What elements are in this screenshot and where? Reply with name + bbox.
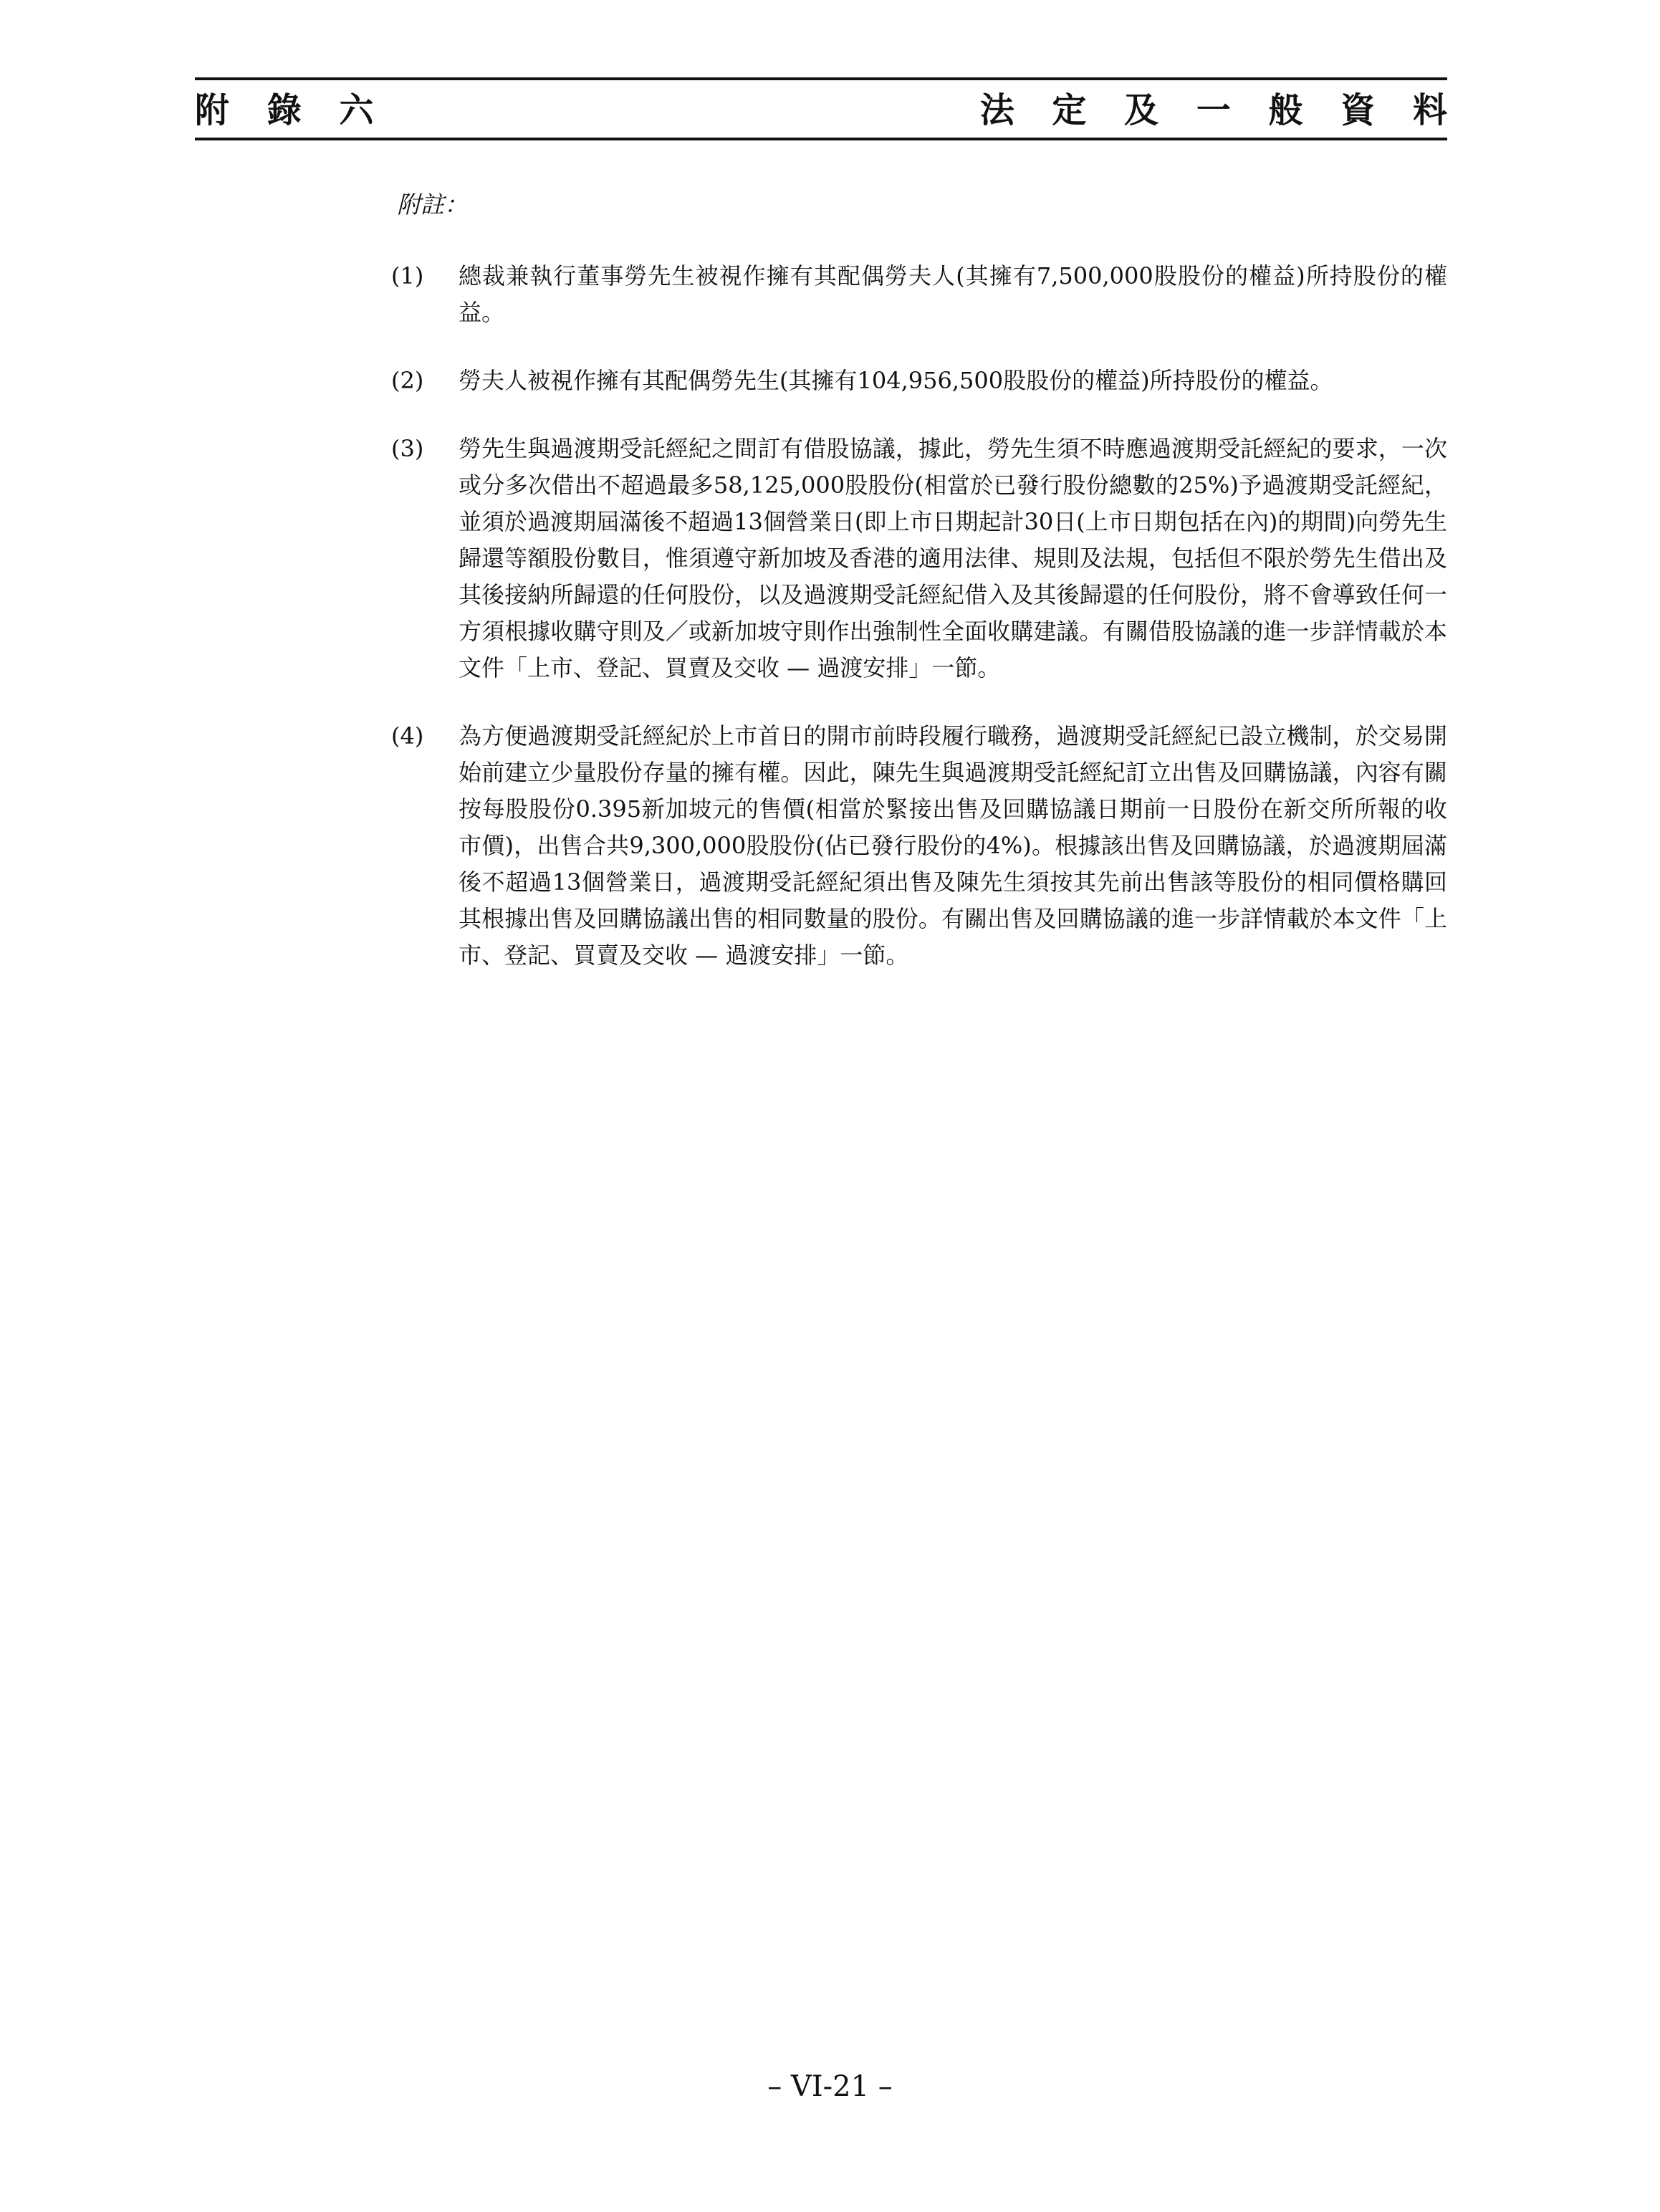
page-header: [195, 77, 1460, 140]
note-item: [391, 718, 1447, 974]
note-text: 勞先生與過渡期受託經紀之間訂有借股協議，據此，勞先生須不時應過渡期受託經紀的要求，一次或分多次借出不超過最多58,125,000股股份(相當於已發行股份總數的25%)予過渡期受託經紀，並須於過渡期屆滿後不超過13個營業日(即上市日期起計30日(上市日期包括在內)的期間)向勞先生歸還等額股份數目，惟須遵守新加坡及香港的適用法律、規則及法規，包括但不限於勞先生借出及其後接納所歸還的任何股份，以及過渡期受託經紀借入及其後歸還的任何股份，將不會導致任何一方須根據收購守則及／或新加坡守則作出強制性全面收購建議。有關借股協議的進一步詳情載於本文件「上市、登記、買賣及交收 — 過渡安排」一節。: [459, 435, 1447, 681]
page-number: – VI-21 –: [767, 2070, 893, 2103]
note-item: [391, 258, 1447, 331]
note-text: 為方便過渡期受託經紀於上市首日的開市前時段履行職務，過渡期受託經紀已設立機制，於交易開始前建立少量股份存量的擁有權。因此，陳先生與過渡期受託經紀訂立出售及回購協議，內容有關按每股股份0.395新加坡元的售價(相當於緊接出售及回購協議日期前一日股份在新交所所報的收市價)，出售合共9,300,000股股份(佔已發行股份的4%)。根據該出售及回購協議，於過渡期屆滿後不超過13個營業日，過渡期受託經紀須出售及陳先生須按其先前出售該等股份的相同價格購回其根據出售及回購協議出售的相同數量的股份。有關出售及回購協議的進一步詳情載於本文件「上市、登記、買賣及交收 — 過渡安排」一節。: [459, 722, 1447, 969]
section-title: 法 定 及 一 般 資 料: [979, 90, 1460, 130]
note-number: (1): [391, 262, 424, 289]
note-item: [391, 363, 1447, 399]
notes-label: 附註：: [397, 191, 468, 219]
note-number: (3): [391, 435, 424, 462]
notes-list: [391, 258, 1447, 1005]
note-text: 勞夫人被視作擁有其配偶勞先生(其擁有104,956,500股股份的權益)所持股份的權益。: [459, 367, 1333, 394]
note-text: 總裁兼執行董事勞先生被視作擁有其配偶勞夫人(其擁有7,500,000股股份的權益)所持股份的權益。: [459, 262, 1447, 326]
note-number: (2): [391, 367, 424, 394]
appendix-title: 附 錄 六: [195, 90, 387, 130]
note-number: (4): [391, 722, 424, 750]
note-item: [391, 431, 1447, 686]
